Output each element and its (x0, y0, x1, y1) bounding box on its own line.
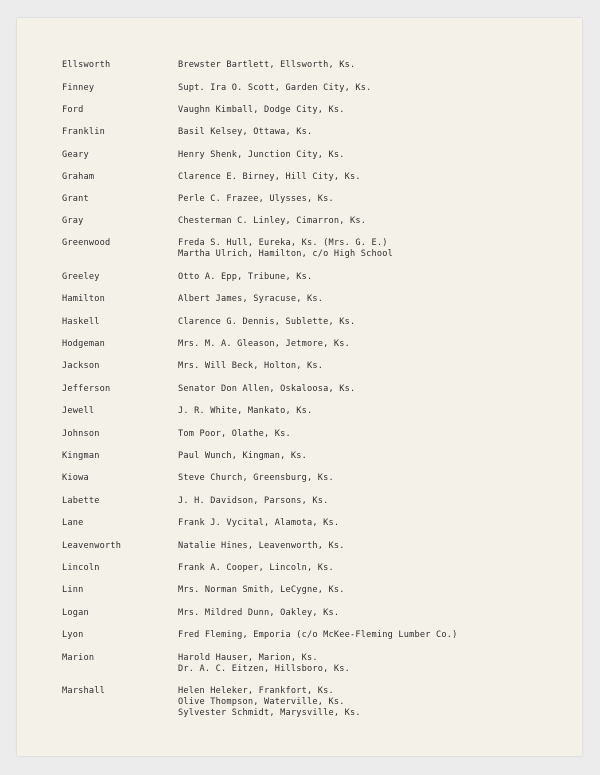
contact-line: Paul Wunch, Kingman, Ks. (178, 451, 307, 461)
contact-line: Senator Don Allen, Oskaloosa, Ks. (178, 384, 356, 394)
contact-line: Clarence G. Dennis, Sublette, Ks. (178, 317, 356, 327)
county-name: Geary (62, 150, 89, 160)
county-name: Grant (62, 194, 89, 204)
contact-line: Otto A. Epp, Tribune, Ks. (178, 272, 313, 282)
contact-line: Henry Shenk, Junction City, Ks. (178, 150, 345, 160)
county-name: Greeley (62, 272, 100, 282)
contact-line: Supt. Ira O. Scott, Garden City, Ks. (178, 83, 372, 93)
county-name: Labette (62, 496, 100, 506)
county-name: Kiowa (62, 473, 89, 483)
contact-line: Frank A. Cooper, Lincoln, Ks. (178, 563, 334, 573)
contact-line: J. H. Davidson, Parsons, Ks. (178, 496, 329, 506)
county-name: Lyon (62, 630, 84, 640)
contact-line: Clarence E. Birney, Hill City, Ks. (178, 172, 361, 182)
county-name: Jefferson (62, 384, 111, 394)
county-name: Marion (62, 653, 95, 663)
county-name: Logan (62, 608, 89, 618)
document-page (17, 18, 582, 756)
county-name: Haskell (62, 317, 100, 327)
contact-line: Natalie Hines, Leavenworth, Ks. (178, 541, 345, 551)
contact-line: Martha Ulrich, Hamilton, c/o High School (178, 249, 393, 259)
contact-line: Fred Fleming, Emporia (c/o McKee-Fleming Lumber Co.) (178, 630, 458, 640)
county-name: Marshall (62, 686, 105, 696)
contact-line: Vaughn Kimball, Dodge City, Ks. (178, 105, 345, 115)
county-name: Franklin (62, 127, 105, 137)
contact-line: Mrs. Mildred Dunn, Oakley, Ks. (178, 608, 340, 618)
contact-line: Steve Church, Greensburg, Ks. (178, 473, 334, 483)
county-name: Kingman (62, 451, 100, 461)
county-name: Gray (62, 216, 84, 226)
contact-line: Dr. A. C. Eitzen, Hillsboro, Ks. (178, 664, 350, 674)
county-name: Lincoln (62, 563, 100, 573)
county-name: Jackson (62, 361, 100, 371)
county-name: Leavenworth (62, 541, 122, 551)
contact-line: Mrs. Norman Smith, LeCygne, Ks. (178, 585, 345, 595)
contact-line: Albert James, Syracuse, Ks. (178, 294, 324, 304)
contact-line: Frank J. Vycital, Alamota, Ks. (178, 518, 340, 528)
county-name: Hodgeman (62, 339, 105, 349)
contact-line: Chesterman C. Linley, Cimarron, Ks. (178, 216, 367, 226)
contact-line: Mrs. M. A. Gleason, Jetmore, Ks. (178, 339, 350, 349)
county-name: Ellsworth (62, 60, 111, 70)
contact-line: Freda S. Hull, Eureka, Ks. (Mrs. G. E.) (178, 238, 388, 248)
contact-line: Sylvester Schmidt, Marysville, Ks. (178, 708, 361, 718)
county-name: Lane (62, 518, 84, 528)
county-name: Ford (62, 105, 84, 115)
county-name: Jewell (62, 406, 95, 416)
county-name: Graham (62, 172, 95, 182)
county-name: Linn (62, 585, 84, 595)
contact-line: Mrs. Will Beck, Holton, Ks. (178, 361, 324, 371)
contact-line: Tom Poor, Olathe, Ks. (178, 429, 291, 439)
contact-line: Basil Kelsey, Ottawa, Ks. (178, 127, 313, 137)
county-name: Johnson (62, 429, 100, 439)
contact-line: Brewster Bartlett, Ellsworth, Ks. (178, 60, 356, 70)
county-contact-list (17, 18, 582, 756)
contact-line: Perle C. Frazee, Ulysses, Ks. (178, 194, 334, 204)
county-name: Greenwood (62, 238, 111, 248)
contact-line: Olive Thompson, Waterville, Ks. (178, 697, 345, 707)
county-name: Hamilton (62, 294, 105, 304)
contact-line: J. R. White, Mankato, Ks. (178, 406, 313, 416)
contact-line: Helen Heleker, Frankfort, Ks. (178, 686, 334, 696)
county-name: Finney (62, 83, 95, 93)
contact-line: Harold Hauser, Marion, Ks. (178, 653, 318, 663)
